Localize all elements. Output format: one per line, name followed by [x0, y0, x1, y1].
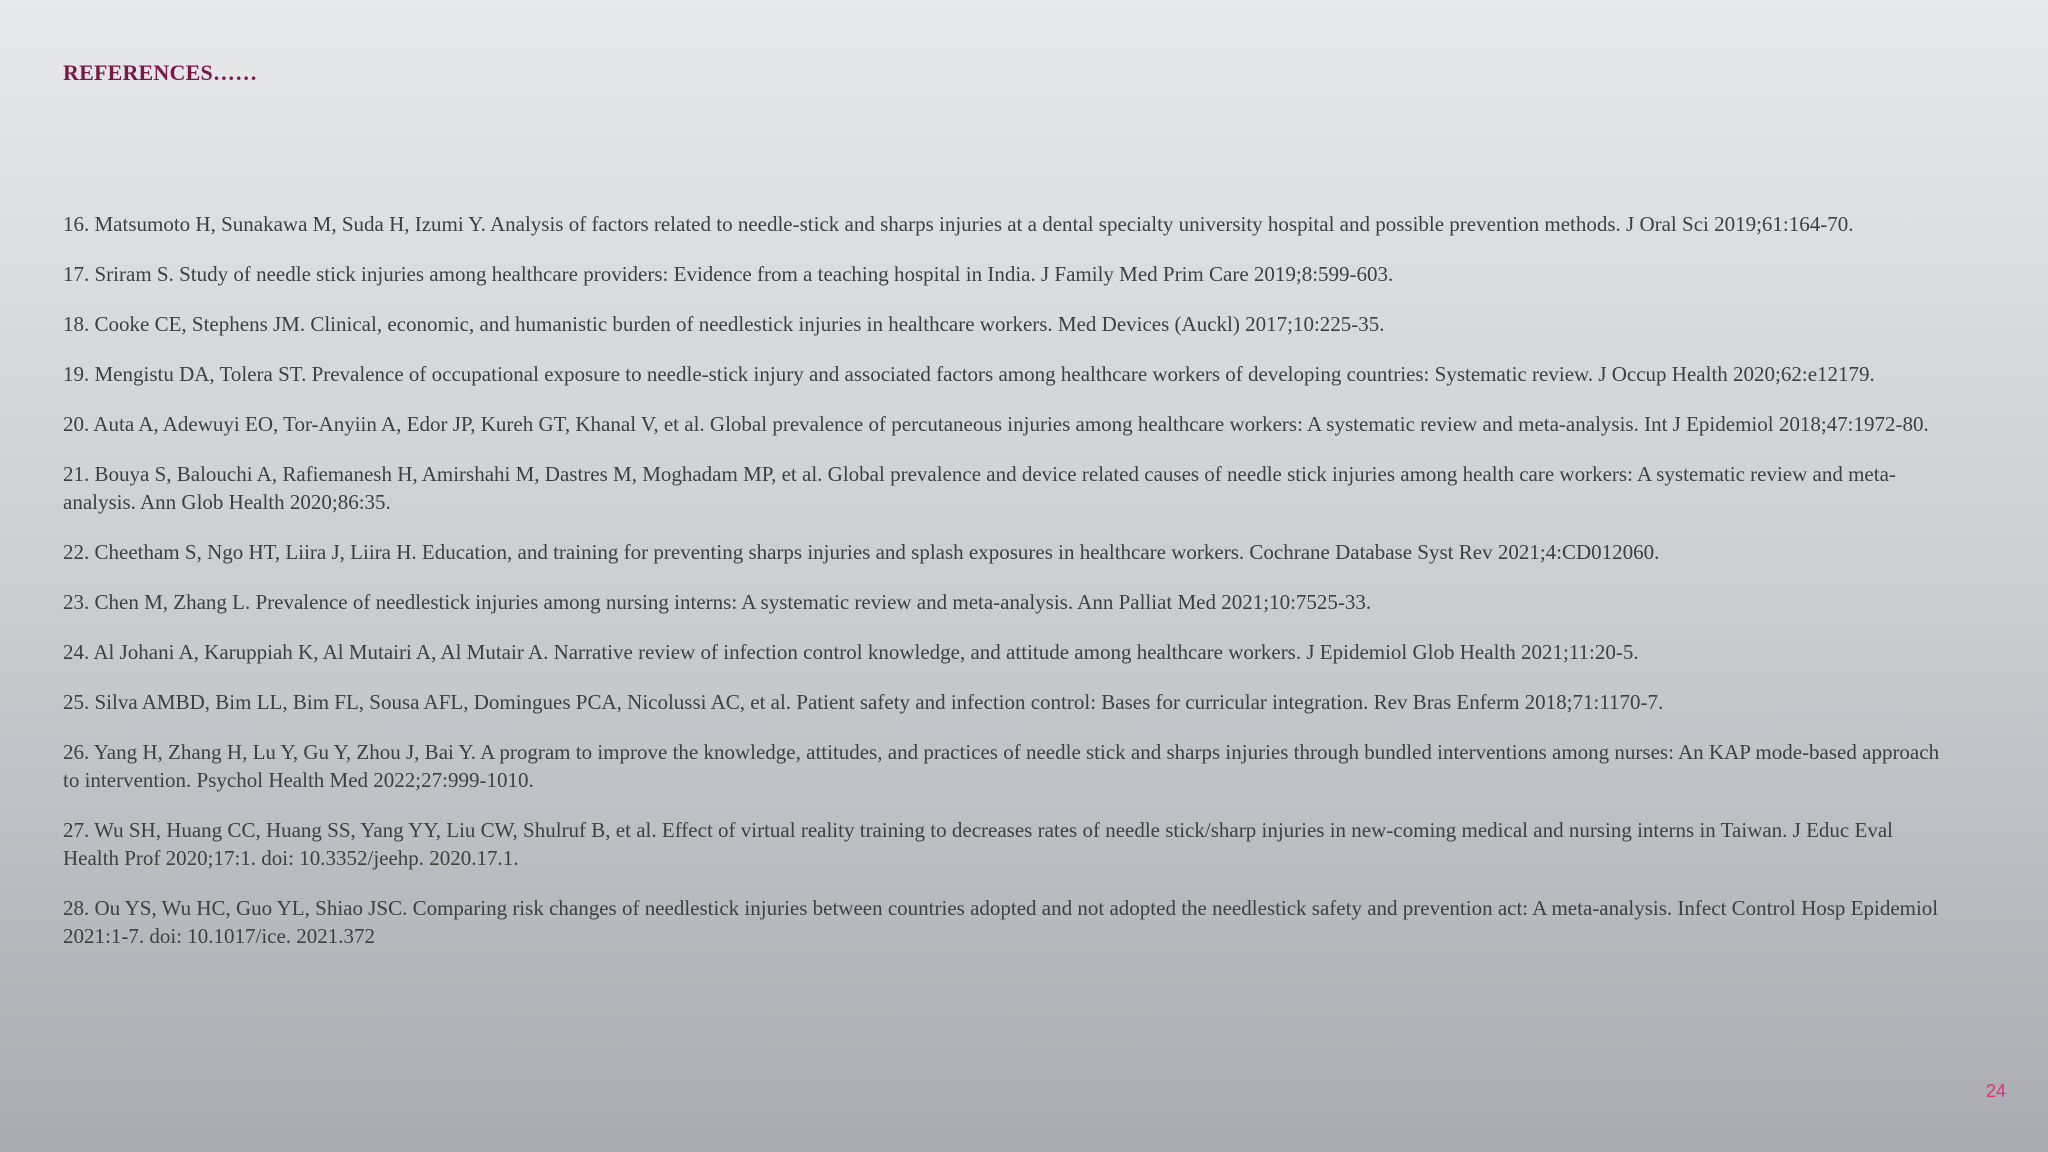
reference-item: 28. Ou YS, Wu HC, Guo YL, Shiao JSC. Comparing risk changes of needlestick injuries between countries adopted and not adopted the needlestick safety and prevention act: A meta-analysis. Infect Control Hosp Epidemiol 2021:1-7. doi: 10.1017/ice. 2021.372 — [63, 896, 1939, 948]
reference-item: 26. Yang H, Zhang H, Lu Y, Gu Y, Zhou J, Bai Y. A program to improve the knowledge, attitudes, and practices of needle stick and sharps injuries through bundled interventions among nurses: An KAP mode-based approach to intervention. Psychol Health Med 2022;27:999-1010. — [63, 740, 1940, 792]
reference-item: 25. Silva AMBD, Bim LL, Bim FL, Sousa AFL, Domingues PCA, Nicolussi AC, et al. Patient safety and infection control: Bases for curricular integration. Rev Bras Enferm 2018;71:1170-7. — [63, 690, 1664, 714]
reference-item: 22. Cheetham S, Ngo HT, Liira J, Liira H. Education, and training for preventing sharps injuries and splash exposures in healthcare workers. Cochrane Database Syst Rev 2021;4:CD012060. — [63, 540, 1660, 564]
reference-item: 20. Auta A, Adewuyi EO, Tor-Anyiin A, Edor JP, Kureh GT, Khanal V, et al. Global prevalence of percutaneous injuries among healthcare workers: A systematic review and meta-analysis. Int J Epidemiol 2018;47:1972-80. — [63, 412, 1929, 436]
reference-item: 21. Bouya S, Balouchi A, Rafiemanesh H, Amirshahi M, Dastres M, Moghadam MP, et al. Global prevalence and device related causes of needle stick injuries among health care workers: A systematic review and meta-analysis. Ann Glob Health 2020;86:35. — [63, 462, 1896, 514]
reference-item: 23. Chen M, Zhang L. Prevalence of needlestick injuries among nursing interns: A systematic review and meta-analysis. Ann Palliat Med 2021;10:7525-33. — [63, 590, 1372, 614]
slide-title: REFERENCES…… — [63, 60, 258, 85]
reference-item: 17. Sriram S. Study of needle stick injuries among healthcare providers: Evidence from a teaching hospital in India. J Family Med Prim Care 2019;8:599-603. — [63, 262, 1394, 286]
reference-item: 24. Al Johani A, Karuppiah K, Al Mutairi A, Al Mutair A. Narrative review of infection control knowledge, and attitude among healthcare workers. J Epidemiol Glob Health 2021;11:20-5. — [63, 640, 1639, 664]
reference-item: 19. Mengistu DA, Tolera ST. Prevalence of occupational exposure to needle-stick injury and associated factors among healthcare workers of developing countries: Systematic review. J Occup Health 2020;62:e12179. — [63, 362, 1875, 386]
page-number: 24 — [1985, 1081, 2006, 1101]
reference-list — [63, 210, 1943, 972]
reference-item: 18. Cooke CE, Stephens JM. Clinical, economic, and humanistic burden of needlestick injuries in healthcare workers. Med Devices (Auckl) 2017;10:225-35. — [63, 312, 1385, 336]
reference-item: 16. Matsumoto H, Sunakawa M, Suda H, Izumi Y. Analysis of factors related to needle-stick and sharps injuries at a dental specialty university hospital and possible prevention methods. J Oral Sci 2019;61:164-70. — [63, 212, 1854, 236]
reference-item: 27. Wu SH, Huang CC, Huang SS, Yang YY, Liu CW, Shulruf B, et al. Effect of virtual reality training to decreases rates of needle stick/sharp injuries in new-coming medical and nursing interns in Taiwan. J Educ Eval Health Prof 2020;17:1. doi: 10.3352/jeehp. 2020.17.1. — [63, 818, 1893, 870]
